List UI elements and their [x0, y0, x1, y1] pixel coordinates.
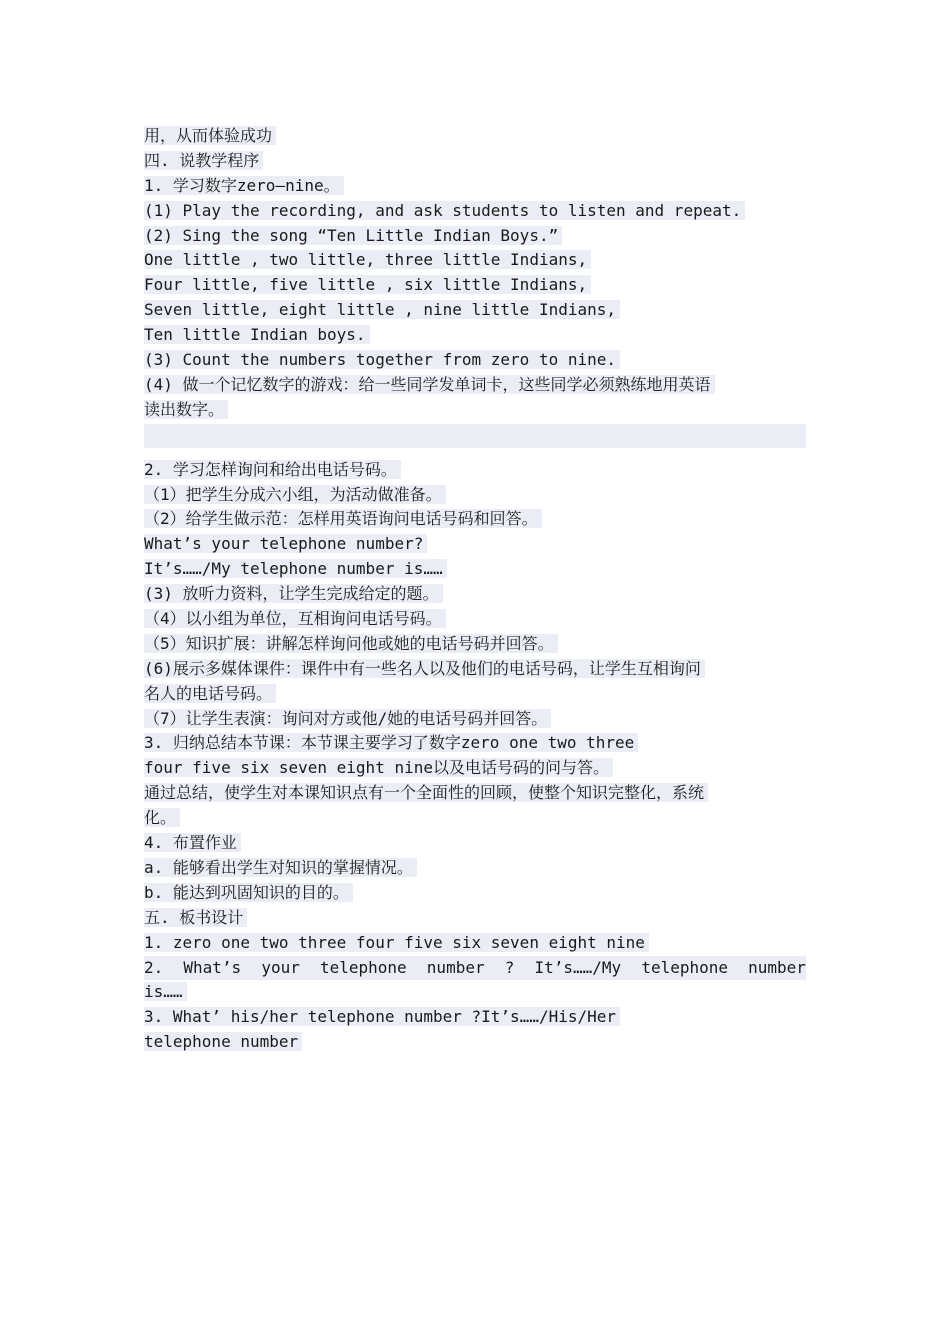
board-word: number [426, 957, 485, 977]
board-word: It’s……/My [534, 957, 622, 977]
board-word: your [261, 957, 300, 977]
board-word: 2. [144, 957, 164, 977]
text-line: It’s……/My telephone number is…… [144, 557, 806, 582]
text-line: 用，从而体验成功 [144, 124, 806, 149]
song-lyric-line: One little , two little, three little Indians, [144, 248, 806, 273]
text-line: four five six seven eight nine以及电话号码的问与答。 [144, 756, 806, 781]
text-line: 读出数字。 [144, 398, 806, 423]
board-line-1: 1. zero one two three four five six seven eight nine [144, 931, 806, 956]
text-line: 1. 学习数字zero—nine。 [144, 174, 806, 199]
board-line-2-cont: is…… [144, 980, 806, 1005]
board-word: What’s [183, 957, 242, 977]
empty-highlight-bar [144, 424, 806, 448]
text-line: （1）把学生分成六小组，为活动做准备。 [144, 483, 806, 508]
board-word: number [748, 957, 806, 977]
board-word: telephone [641, 957, 729, 977]
text-line: (3) 放听力资料，让学生完成给定的题。 [144, 582, 806, 607]
text-line: (3) Count the numbers together from zero to nine. [144, 348, 806, 373]
section-heading: 五. 板书设计 [144, 906, 806, 931]
song-lyric-line: Seven little, eight little , nine little Indians, [144, 298, 806, 323]
text-line: （4）以小组为单位，互相询问电话号码。 [144, 607, 806, 632]
song-lyric-line: Four little, five little , six little Indians, [144, 273, 806, 298]
board-line-2 [144, 956, 806, 981]
board-line-3-cont: telephone number [144, 1030, 806, 1055]
song-lyric-line: Ten little Indian boys. [144, 323, 806, 348]
text-line: 通过总结，使学生对本课知识点有一个全面性的回顾，使整个知识完整化，系统 [144, 781, 806, 806]
text-line: What’s your telephone number? [144, 532, 806, 557]
section-heading: 3. 归纳总结本节课：本节课主要学习了数字zero one two three [144, 731, 806, 756]
text-line: （7）让学生表演：询问对方或他/她的电话号码并回答。 [144, 707, 806, 732]
document-page [144, 124, 806, 1055]
section-heading: 4. 布置作业 [144, 831, 806, 856]
text-line: b. 能达到巩固知识的目的。 [144, 881, 806, 906]
section-heading: 四. 说教学程序 [144, 149, 806, 174]
text-line: (6)展示多媒体课件：课件中有一些名人以及他们的电话号码，让学生互相询问 [144, 657, 806, 682]
text-line: 化。 [144, 806, 806, 831]
text-line: a. 能够看出学生对知识的掌握情况。 [144, 856, 806, 881]
text-line: 名人的电话号码。 [144, 682, 806, 707]
text-line: (2) Sing the song “Ten Little Indian Boys.” [144, 224, 806, 249]
board-word: ? [504, 957, 515, 977]
text-line: （2）给学生做示范：怎样用英语询问电话号码和回答。 [144, 507, 806, 532]
text-line: (4) 做一个记忆数字的游戏：给一些同学发单词卡，这些同学必须熟练地用英语 [144, 373, 806, 398]
board-line-3: 3. What’ his/her telephone number ?It’s……/His/Her [144, 1005, 806, 1030]
text-line: （5）知识扩展：讲解怎样询问他或她的电话号码并回答。 [144, 632, 806, 657]
board-word: telephone [319, 957, 407, 977]
text-line: (1) Play the recording, and ask students to listen and repeat. [144, 199, 806, 224]
section-heading: 2. 学习怎样询问和给出电话号码。 [144, 458, 806, 483]
